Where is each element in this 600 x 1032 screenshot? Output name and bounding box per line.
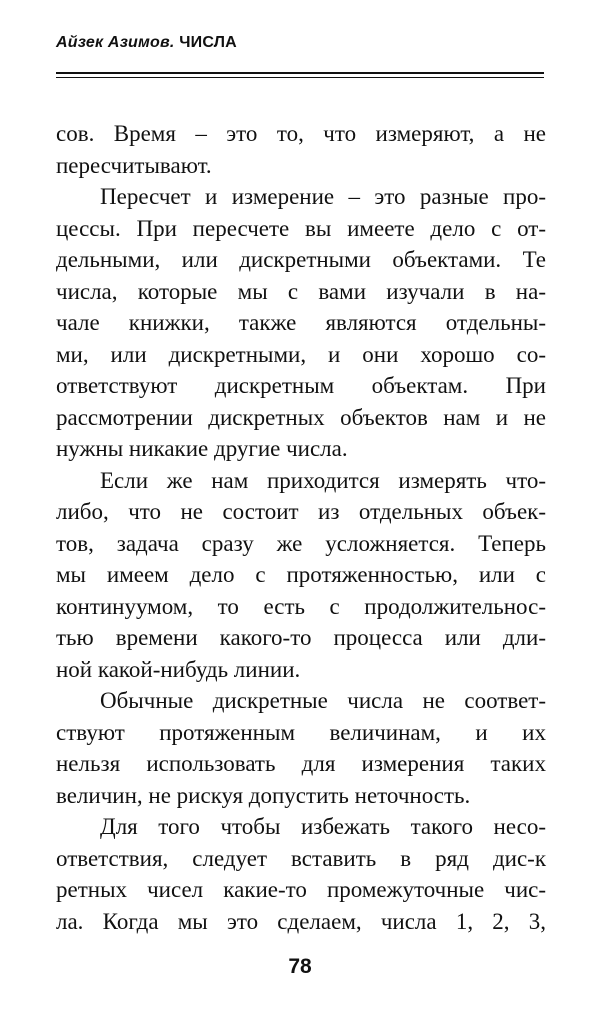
running-header: [56, 34, 237, 52]
text-line: величин, не рискуя допустить неточность.: [56, 782, 471, 808]
text-line: ла. Когда мы это сделаем, числа 1, 2, 3,: [56, 908, 546, 934]
header-author: Айзек Азимов.: [56, 34, 175, 51]
text-line: ретных чисел какие-то промежуточные чис-: [56, 877, 546, 902]
text-line: чале книжки, также являются отдельны-: [56, 310, 546, 335]
text-line: тью времени какого-то процесса или дли-: [56, 625, 546, 650]
text-line: Если же нам приходится измерять что-: [100, 467, 546, 493]
text-line: ной какой-нибудь линии.: [56, 656, 301, 682]
text-line: ми, или дискретными, и они хорошо со-: [56, 341, 546, 367]
header-title: ЧИСЛА: [179, 34, 237, 51]
text-line: сов. Время – это то, что измеряют, а не: [56, 121, 546, 146]
text-line: Пересчет и измерение – это разные про-: [100, 184, 546, 209]
text-line: либо, что не состоит из отдельных объек-: [56, 499, 546, 524]
text-line: ствуют протяженным величинам, и их: [56, 719, 546, 745]
body-text: [56, 118, 546, 937]
text-line: нельзя использовать для измерения таких: [56, 751, 546, 776]
text-line: рассмотрении дискретных объектов нам и не: [56, 404, 546, 430]
text-line: Обычные дискретные числа не соответ-: [100, 688, 546, 713]
header-rule-thick: [56, 72, 544, 74]
text-line: Для того чтобы избежать такого несо-: [100, 814, 546, 839]
text-line: дельными, или дискретными объектами. Те: [56, 247, 546, 272]
text-line: числа, которые мы с вами изучали в на-: [56, 278, 546, 304]
text-line: цессы. При пересчете вы имеете дело с от-: [56, 215, 546, 241]
text-line: нужны никакие другие числа.: [56, 436, 348, 461]
text-line: мы имеем дело с протяженностью, или с: [56, 562, 546, 587]
text-line: ответствия, следует вставить в ряд дис-к: [56, 845, 546, 871]
text-line: тов, задача сразу же усложняется. Теперь: [56, 530, 546, 556]
text-line: пересчитывают.: [56, 152, 212, 178]
header-rule-thin: [56, 77, 544, 78]
page-number: 78: [288, 955, 312, 978]
text-line: ответствуют дискретным объектам. При: [56, 373, 546, 398]
text-line: континуумом, то есть с продолжительнос-: [56, 593, 546, 619]
